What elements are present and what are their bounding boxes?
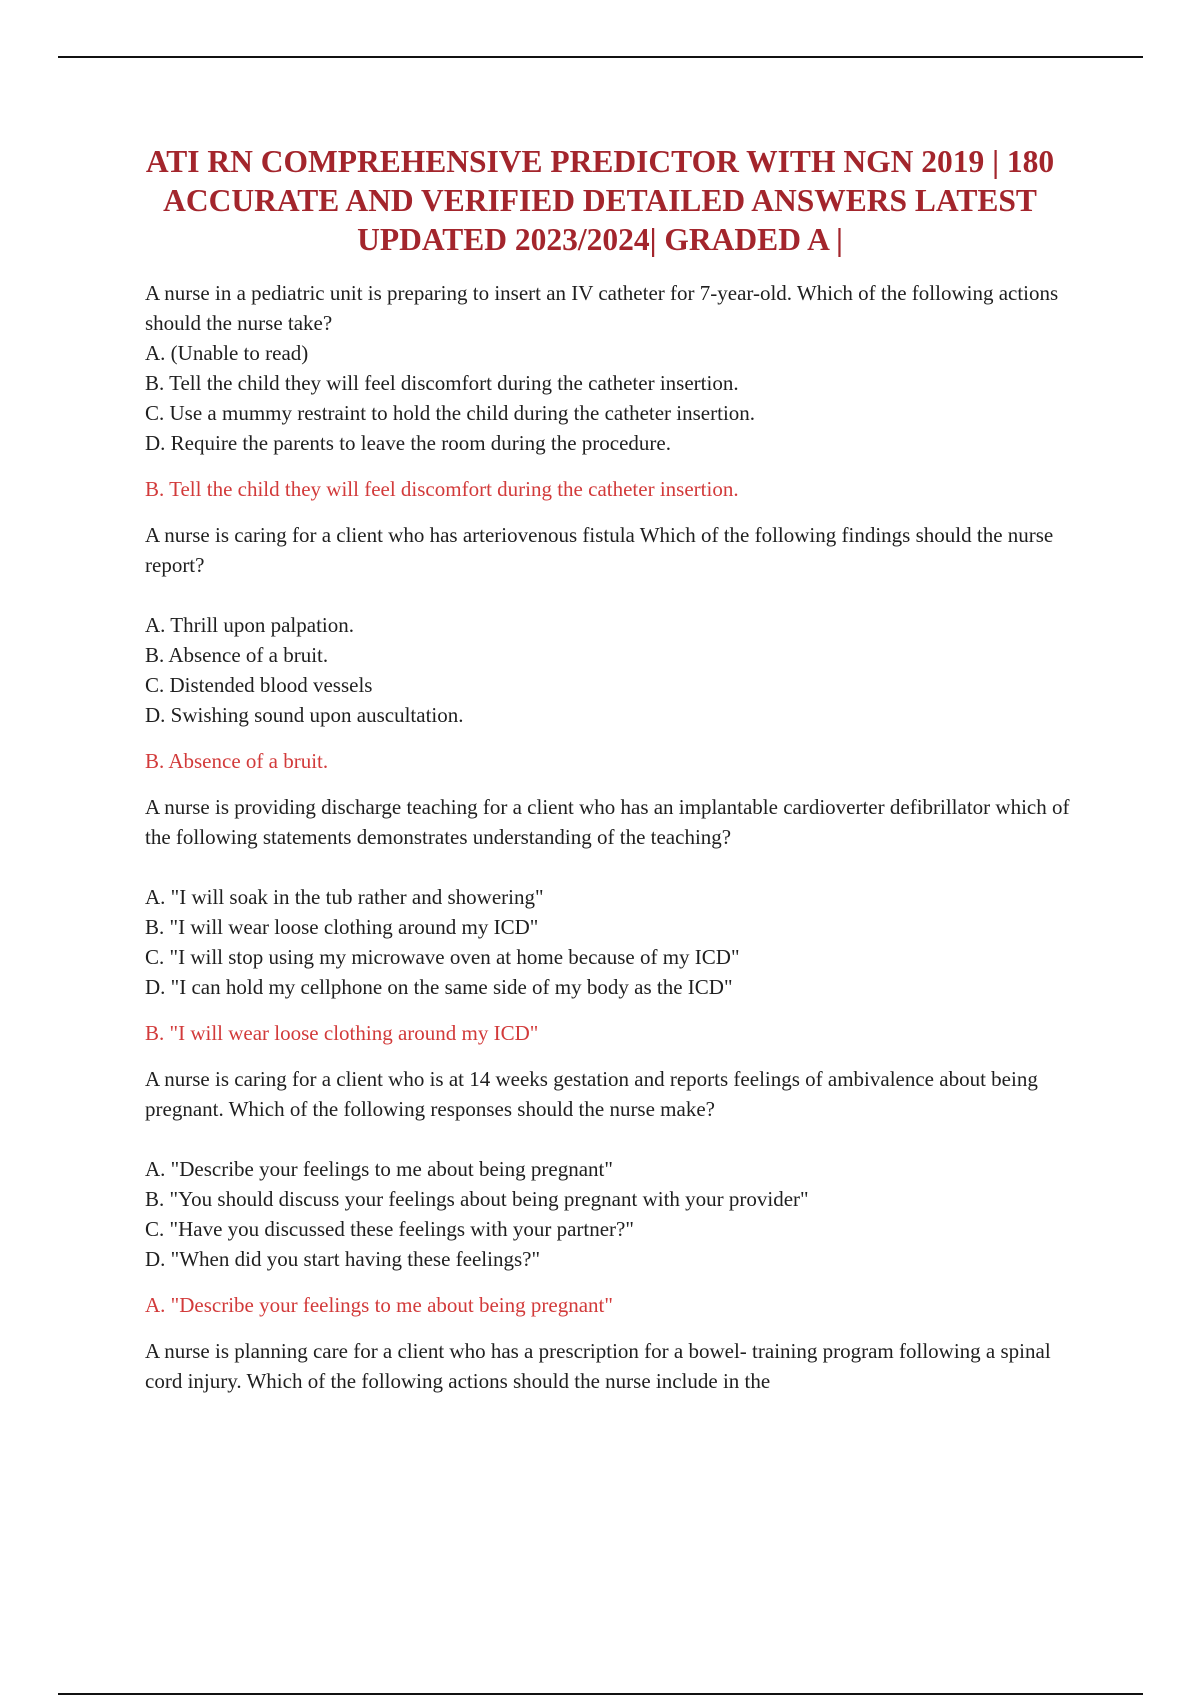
option-item: A. "I will soak in the tub rather and showering" <box>145 885 544 909</box>
option-list <box>145 1154 1085 1274</box>
question-text: A nurse is caring for a client who is at 14 weeks gestation and reports feelings of ambivalence about being pregnant. Which of the following responses should the nurse make? <box>145 1067 1038 1121</box>
option-item: D. Require the parents to leave the room during the procedure. <box>145 431 671 455</box>
answer-text: B. "I will wear loose clothing around my ICD" <box>145 1021 539 1045</box>
option-item: A. "Describe your feelings to me about being pregnant" <box>145 1157 613 1181</box>
option-item: D. Swishing sound upon auscultation. <box>145 703 464 727</box>
answer-text: A. "Describe your feelings to me about being pregnant" <box>145 1293 613 1317</box>
top-rule <box>58 56 1143 58</box>
question-block <box>145 1064 1085 1320</box>
document-body <box>145 278 1085 1396</box>
option-item: B. Tell the child they will feel discomfort during the catheter insertion. <box>145 371 739 395</box>
option-item: B. "You should discuss your feelings about being pregnant with your provider" <box>145 1187 809 1211</box>
option-item: C. Distended blood vessels <box>145 673 373 697</box>
option-list <box>145 882 1085 1002</box>
question-block <box>145 520 1085 776</box>
question-block <box>145 792 1085 1048</box>
question-block <box>145 278 1085 504</box>
option-list <box>145 338 1085 458</box>
option-item: D. "When did you start having these feelings?" <box>145 1247 541 1271</box>
option-item: C. "I will stop using my microwave oven at home because of my ICD" <box>145 945 740 969</box>
option-item: A. (Unable to read) <box>145 341 309 365</box>
answer-text: B. Tell the child they will feel discomfort during the catheter insertion. <box>145 477 739 501</box>
option-item: B. "I will wear loose clothing around my ICD" <box>145 915 539 939</box>
option-item: A. Thrill upon palpation. <box>145 613 355 637</box>
option-item: C. Use a mummy restraint to hold the child during the catheter insertion. <box>145 401 756 425</box>
question-text: A nurse is caring for a client who has arteriovenous fistula Which of the following findings should the nurse report? <box>145 523 1054 577</box>
option-item: B. Absence of a bruit. <box>145 643 329 667</box>
option-item: C. "Have you discussed these feelings with your partner?" <box>145 1217 634 1241</box>
answer-text: B. Absence of a bruit. <box>145 749 329 773</box>
option-list <box>145 610 1085 730</box>
bottom-rule <box>58 1693 1143 1695</box>
question-text: A nurse is providing discharge teaching for a client who has an implantable cardioverter defibrillator which of the following statements demonstrates understanding of the teaching? <box>145 795 1070 849</box>
question-text: A nurse in a pediatric unit is preparing to insert an IV catheter for 7-year-old. Which of the following actions should the nurse take? <box>145 281 1059 335</box>
question-block <box>145 1336 1085 1396</box>
question-text: A nurse is planning care for a client who has a prescription for a bowel- training program following a spinal cord injury. Which of the following actions should the nurse include in the <box>145 1339 1051 1393</box>
option-item: D. "I can hold my cellphone on the same side of my body as the ICD" <box>145 975 733 999</box>
document-title: ATI RN COMPREHENSIVE PREDICTOR WITH NGN 2019 | 180 ACCURATE AND VERIFIED DETAILED ANSWERS LATEST UPDATED 2023/2024| GRADED A | <box>145 144 1055 257</box>
